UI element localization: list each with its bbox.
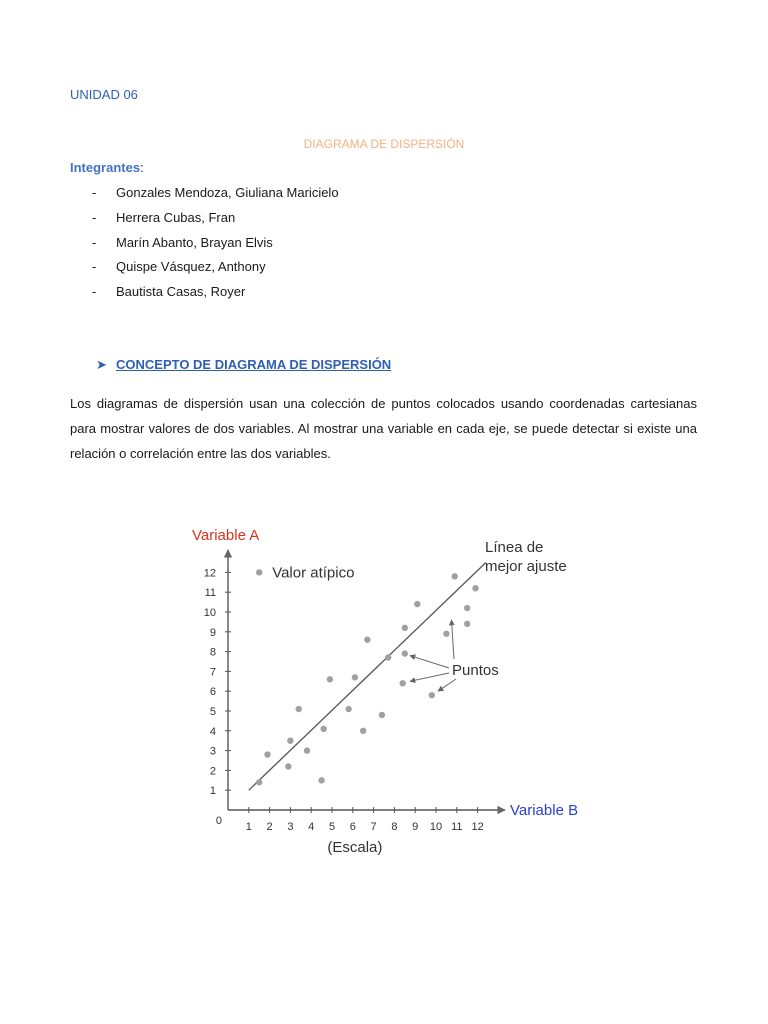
data-point [464,605,470,611]
y-tick-label: 4 [209,725,216,738]
member-name: Marín Abanto, Brayan Elvis [116,235,273,250]
x-tick-label: 10 [429,821,443,833]
y-tick-label: 2 [209,765,216,778]
data-point [287,738,293,744]
x-tick-label: 8 [391,821,398,833]
member-item [0,185,500,205]
points-annotation-label: Puntos [452,662,499,679]
list-dash: - [92,259,97,274]
annotation-arrow [410,673,449,681]
member-item [0,210,500,230]
x-tick-label: 11 [451,821,463,833]
data-point [472,585,478,591]
x-axis-note: (Escala) [327,839,383,856]
data-point [364,637,370,643]
member-name: Bautista Casas, Royer [116,284,246,299]
fit-line-label: Línea de [485,539,544,556]
members-heading-text: Integrantes [70,160,141,175]
outlier-label: Valor atípico [272,564,355,582]
section-heading-text: CONCEPTO DE DIAGRAMA DE DISPERSIÓN [116,357,392,372]
x-tick-label: 9 [412,821,419,833]
member-item [0,259,500,279]
concept-paragraph: Los diagramas de dispersión usan una colección de puntos colocados usando coordenadas cartesianas para mostrar valores de dos variables. Al mostrar una variable en cada eje, se puede detectar si existe una relación o correlación entre las dos variables. [70,396,697,461]
data-point [296,706,302,712]
data-point [402,650,408,656]
members-heading-colon: : [140,160,144,175]
y-tick-label: 1 [209,785,216,798]
x-axis-label: Variable B [510,802,579,819]
bullet-arrow-icon: ➤ [96,357,107,372]
member-item [0,284,500,304]
document-title: DIAGRAMA DE DISPERSIÓN [303,137,465,151]
data-point [304,747,310,753]
y-tick-label: 12 [203,567,216,580]
annotation-arrow [410,656,449,668]
y-tick-label: 3 [209,745,216,758]
y-tick-label: 10 [203,607,216,619]
data-point [443,631,449,637]
member-name: Quispe Vásquez, Anthony [116,259,266,274]
annotation-arrow [438,679,456,691]
data-point [318,777,324,783]
y-tick-label: 11 [204,587,216,600]
list-dash: - [92,210,97,225]
data-point [452,573,458,579]
data-point [400,680,406,686]
data-point [285,763,291,769]
y-tick-label: 7 [209,666,216,679]
data-point [379,712,385,718]
data-point [402,625,408,631]
data-point [360,728,366,734]
scatter-chart [180,520,600,865]
data-point [352,674,358,680]
data-point [256,779,262,785]
member-name: Herrera Cubas, Fran [116,210,236,225]
x-tick-label: 6 [349,821,356,833]
fit-line-label: mejor ajuste [485,558,567,575]
data-point [464,621,470,627]
data-point [345,706,351,712]
data-point [264,751,270,757]
best-fit-line [249,563,486,791]
member-name: Gonzales Mendoza, Giuliana Maricielo [116,185,339,200]
list-dash: - [92,235,97,250]
member-item [0,235,500,255]
y-axis-label: Variable A [192,527,260,544]
x-tick-label: 4 [308,821,315,833]
x-tick-label: 5 [328,821,336,833]
data-point [414,601,420,607]
outlier-point [256,569,262,575]
scatter-chart-svg [180,520,600,865]
x-tick-label: 7 [370,821,377,833]
data-point [327,676,333,682]
y-tick-label: 8 [209,646,216,659]
y-tick-label: 9 [209,626,216,639]
x-tick-label: 12 [471,821,484,833]
x-tick-label: 2 [266,821,273,833]
x-tick-label: 3 [287,821,294,833]
y-tick-label: 6 [209,686,216,699]
data-point [385,654,391,660]
list-dash: - [92,284,97,299]
annotation-arrow [451,620,454,659]
data-point [320,726,326,732]
list-dash: - [92,185,97,200]
x-tick-label: 1 [245,821,252,833]
unit-label: UNIDAD 06 [70,87,138,102]
data-point [429,692,435,698]
origin-label: 0 [215,815,222,827]
y-tick-label: 5 [209,706,216,718]
members-heading [70,160,144,175]
